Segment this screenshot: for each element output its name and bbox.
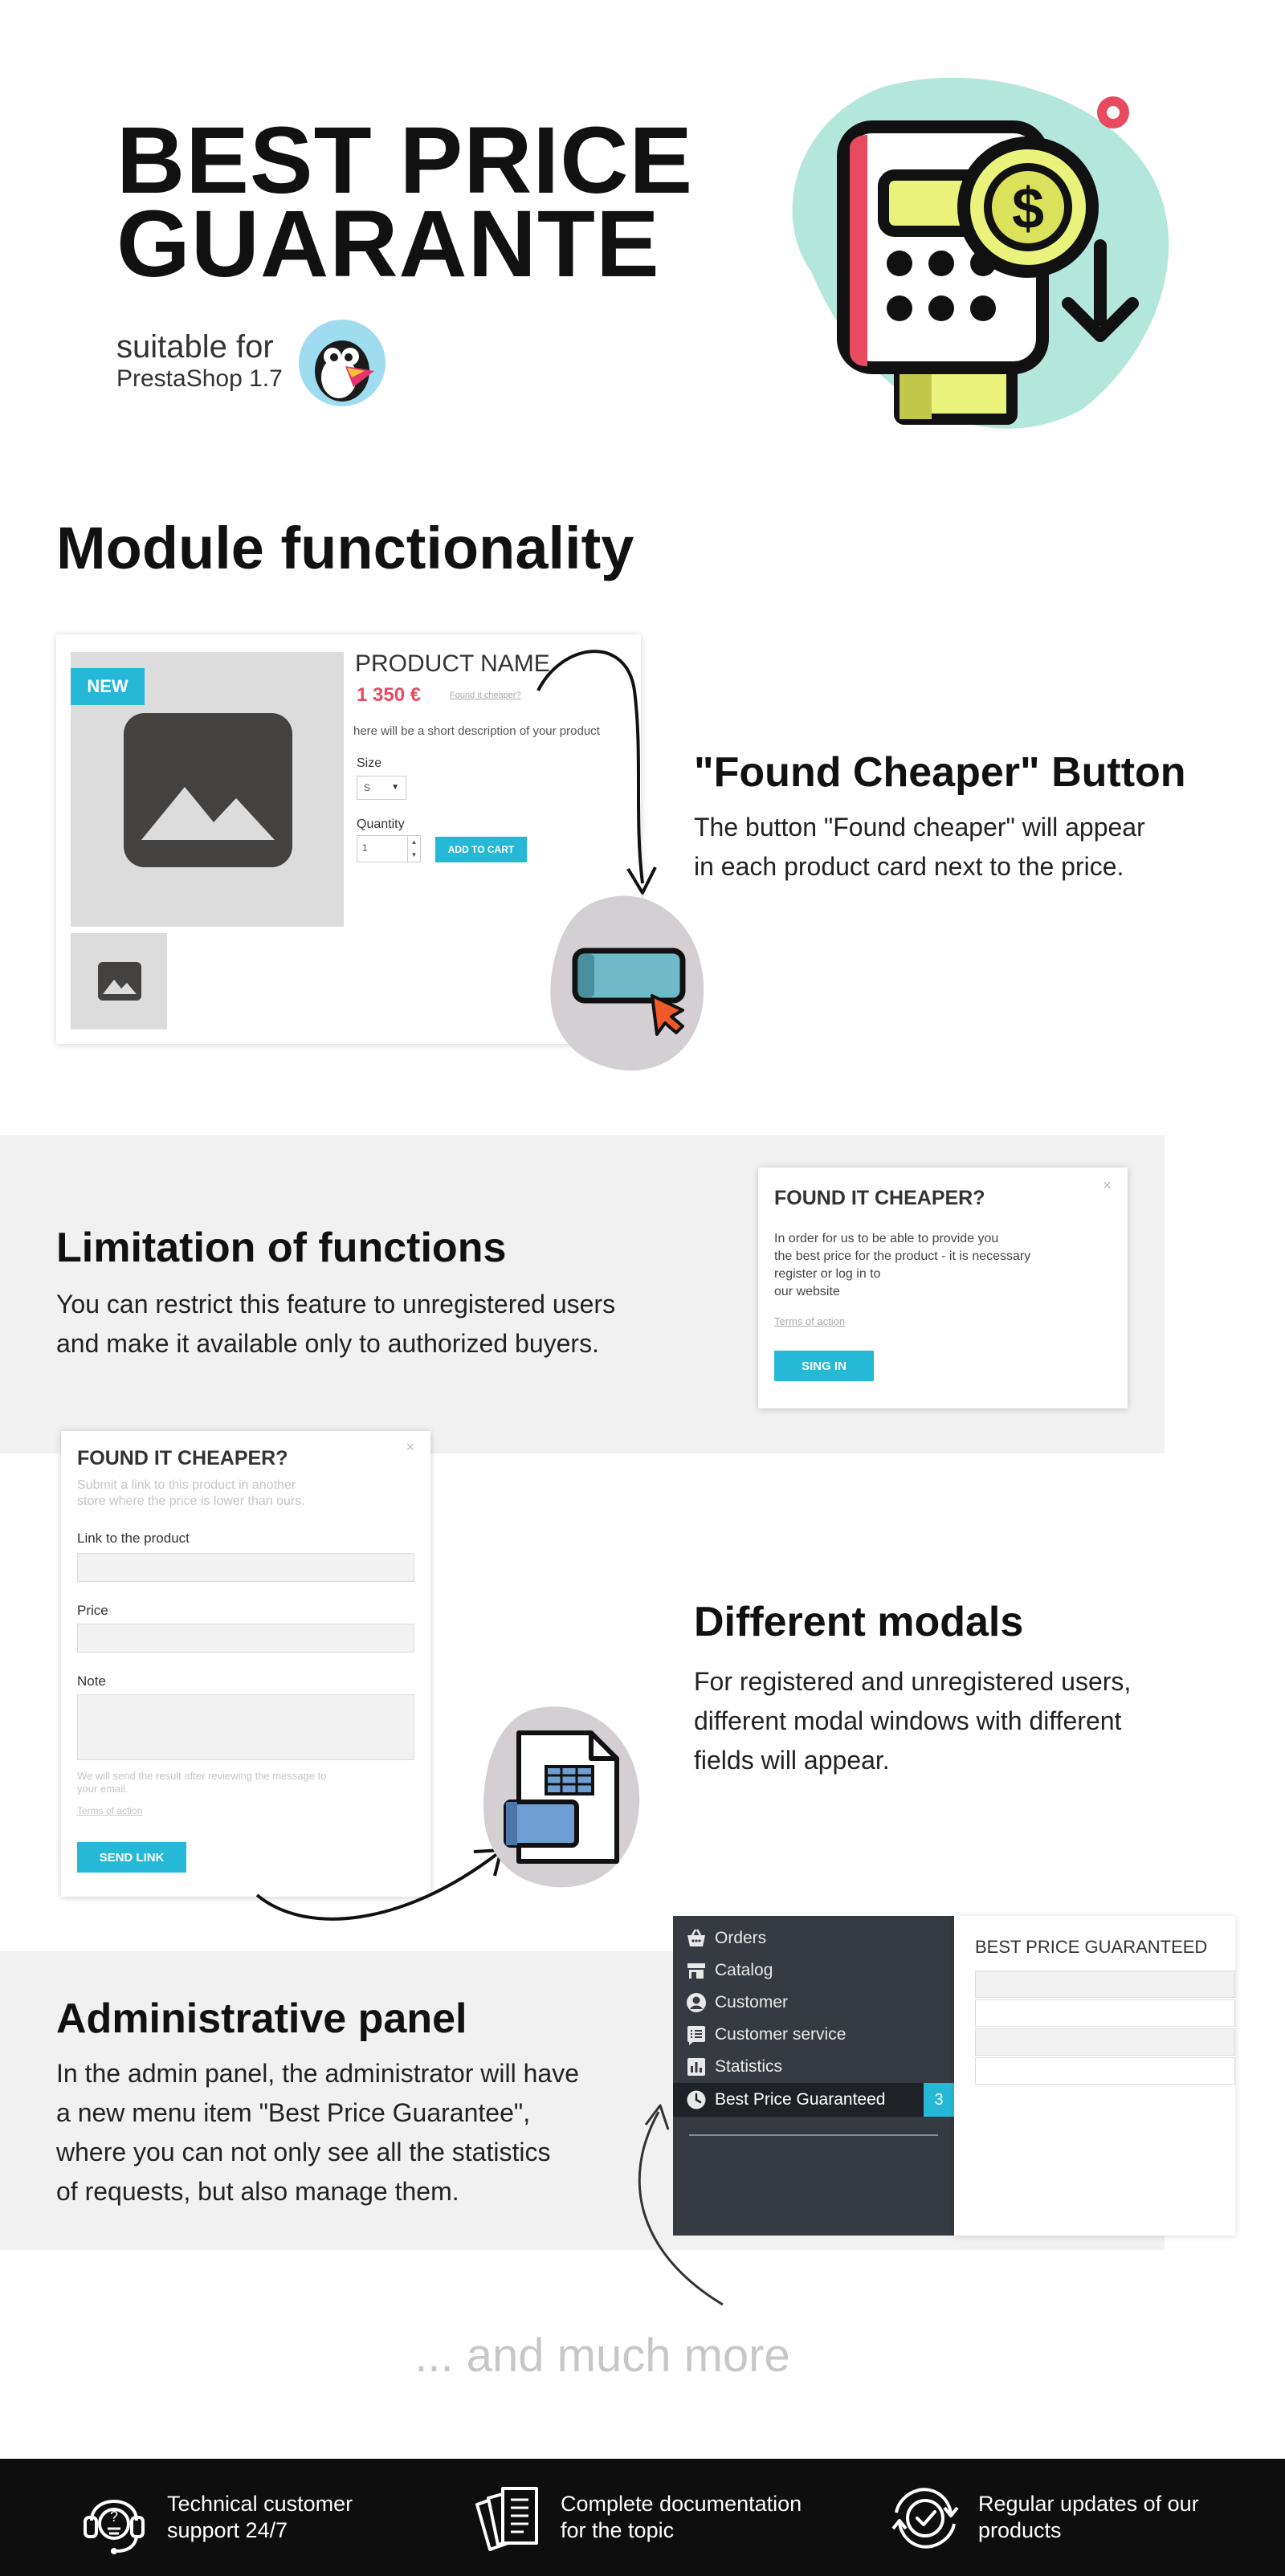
modal-message-line3: register or log in to xyxy=(774,1267,881,1281)
price-input[interactable] xyxy=(77,1624,414,1653)
form-footnote xyxy=(77,1770,326,1795)
found-cheaper-text xyxy=(694,808,1145,887)
found-cheaper-text-line1: The button "Found cheaper" will appear xyxy=(694,813,1145,842)
payment-terminal-icon xyxy=(763,71,1181,440)
product-name: PRODUCT NAME xyxy=(355,650,550,677)
sidebar-item-label: Catalog xyxy=(715,1961,773,1979)
footer-updates-line2: products xyxy=(978,2518,1062,2542)
terms-link[interactable]: Terms of action xyxy=(774,1315,846,1327)
image-placeholder-icon xyxy=(124,713,292,867)
note-textarea[interactable] xyxy=(77,1694,414,1760)
admin-text-line2: a new menu item "Best Price Guarantee", xyxy=(56,2098,531,2127)
store-icon xyxy=(686,1960,707,1981)
footer-item-documentation xyxy=(471,2459,802,2576)
support-headset-icon xyxy=(77,2480,151,2554)
size-select-value: S xyxy=(364,782,371,793)
admin-text-line1: In the admin panel, the administrator will have xyxy=(56,2059,580,2088)
product-price: 1 350 € xyxy=(357,684,422,706)
count-badge: 3 xyxy=(924,2083,954,2117)
sign-in-button[interactable]: SING IN xyxy=(774,1351,874,1381)
button-click-icon xyxy=(546,891,707,1076)
hero-title-line2: GUARANTE xyxy=(116,191,660,297)
product-link-input[interactable] xyxy=(77,1553,414,1582)
product-thumbnail[interactable] xyxy=(71,933,167,1029)
found-cheaper-text-line2: in each product card next to the price. xyxy=(694,852,1124,881)
size-label: Size xyxy=(357,756,382,770)
admin-content-panel xyxy=(954,1916,1235,2236)
modal-message-line2: the best price for the product - it is necessary xyxy=(774,1249,1031,1263)
modal-title: FOUND IT CHEAPER? xyxy=(77,1447,288,1469)
form-subtitle-line1: Submit a link to this product in another xyxy=(77,1478,296,1492)
modals-text xyxy=(694,1662,1131,1780)
table-row[interactable] xyxy=(975,1971,1235,1998)
admin-panel-title: BEST PRICE GUARANTEED xyxy=(975,1937,1208,1957)
modal-message xyxy=(774,1230,1030,1301)
footer-item-updates xyxy=(888,2459,1199,2576)
modals-text-line3: fields will appear. xyxy=(694,1746,890,1775)
bar-chart-icon xyxy=(686,2056,707,2077)
found-cheaper-heading: "Found Cheaper" Button xyxy=(694,749,1186,796)
login-required-modal xyxy=(758,1168,1128,1408)
form-subtitle xyxy=(77,1478,305,1510)
chevron-down-icon: ▼ xyxy=(391,783,399,792)
much-more-label: ... and much more xyxy=(414,2329,790,2382)
spreadsheet-document-icon xyxy=(479,1701,647,1893)
sidebar-item-statistics[interactable] xyxy=(686,2051,782,2083)
close-icon[interactable]: × xyxy=(1103,1177,1112,1193)
form-subtitle-line2: store where the price is lower than ours. xyxy=(77,1494,305,1508)
prestashop-logo-icon xyxy=(297,318,387,408)
footer-documentation-line1: Complete documentation xyxy=(561,2492,802,2516)
footer-support-text xyxy=(167,2491,353,2544)
add-to-cart-button[interactable]: ADD TO CART xyxy=(435,837,527,862)
sidebar-item-catalog[interactable] xyxy=(686,1954,773,1987)
table-row[interactable] xyxy=(975,2057,1235,2085)
close-icon[interactable]: × xyxy=(406,1439,414,1455)
basket-icon xyxy=(686,1928,707,1949)
terms-link[interactable]: Terms of action xyxy=(77,1805,143,1816)
found-cheaper-link[interactable]: Found it cheaper? xyxy=(450,691,521,700)
modal-message-line4: our website xyxy=(774,1285,840,1298)
product-description: here will be a short description of your product xyxy=(353,724,600,738)
platform-version: PrestaShop 1.7 xyxy=(116,365,283,392)
footer-item-support xyxy=(77,2459,353,2576)
limitation-text xyxy=(56,1285,615,1363)
admin-text-line3: where you can not only see all the statistics xyxy=(56,2138,551,2166)
sidebar-item-customer-service[interactable] xyxy=(686,2019,846,2051)
documents-icon xyxy=(471,2480,545,2554)
image-placeholder-icon xyxy=(98,962,141,1001)
limitation-heading: Limitation of functions xyxy=(56,1225,507,1271)
update-check-icon xyxy=(888,2480,962,2554)
sidebar-item-label: Statistics xyxy=(715,2057,783,2076)
link-label: Link to the product xyxy=(77,1531,190,1546)
hero-title-line1: BEST PRICE xyxy=(116,108,694,214)
sidebar-item-label: Customer xyxy=(715,1993,789,2011)
modal-message-line1: In order for us to be able to provide you xyxy=(774,1232,999,1245)
stepper-arrows-icon[interactable]: ▲ ▼ xyxy=(407,836,420,862)
list-icon xyxy=(686,2024,707,2045)
quantity-value: 1 xyxy=(362,842,368,854)
curved-arrow-icon xyxy=(610,2088,739,2313)
send-link-button[interactable]: SEND LINK xyxy=(77,1842,186,1873)
table-row[interactable] xyxy=(975,2028,1235,2056)
modals-text-line2: different modal windows with different xyxy=(694,1706,1122,1735)
form-footnote-line1: We will send the result after reviewing the message to xyxy=(77,1770,327,1782)
form-footnote-line2: your email. xyxy=(77,1783,128,1795)
limitation-text-line1: You can restrict this feature to unregistered users xyxy=(56,1290,616,1319)
quantity-label: Quantity xyxy=(357,817,405,831)
size-select[interactable] xyxy=(357,776,406,800)
svg-text:$: $ xyxy=(1011,177,1045,241)
sidebar-item-customer[interactable] xyxy=(686,1987,788,2019)
svg-text:?: ? xyxy=(109,2509,119,2525)
admin-heading: Administrative panel xyxy=(56,1995,467,2042)
found-cheaper-form-modal xyxy=(61,1431,430,1897)
admin-text-line4: of requests, but also manage them. xyxy=(56,2177,459,2206)
price-label: Price xyxy=(77,1603,108,1618)
modal-title: FOUND IT CHEAPER? xyxy=(774,1187,985,1209)
much-more-text xyxy=(0,2329,1285,2382)
footer-support-line1: Technical customer xyxy=(167,2492,353,2516)
sidebar-item-label: Customer service xyxy=(715,2025,846,2044)
admin-text xyxy=(56,2054,579,2211)
sidebar-item-label: Best Price Guaranteed xyxy=(715,2090,886,2109)
footer-documentation-line2: for the topic xyxy=(561,2518,675,2542)
sidebar-item-orders[interactable] xyxy=(686,1922,766,1954)
sidebar-item-label: Orders xyxy=(715,1929,767,1947)
footer-documentation-text xyxy=(561,2491,802,2544)
footer-support-line2: support 24/7 xyxy=(167,2518,288,2542)
footer-bar xyxy=(0,2459,1285,2576)
note-label: Note xyxy=(77,1673,106,1689)
suitable-for-label: suitable for xyxy=(116,329,274,365)
quantity-stepper[interactable] xyxy=(357,835,421,862)
module-heading: Module functionality xyxy=(56,515,634,581)
footer-updates-line1: Regular updates of our xyxy=(978,2492,1199,2516)
hero-title xyxy=(116,108,694,297)
modals-heading: Different modals xyxy=(694,1599,1024,1645)
user-icon xyxy=(686,1992,707,2013)
modals-text-line1: For registered and unregistered users, xyxy=(694,1667,1132,1696)
new-badge: NEW xyxy=(71,668,145,705)
footer-updates-text xyxy=(978,2491,1199,2544)
table-row[interactable] xyxy=(975,1999,1235,2027)
curved-arrow-icon xyxy=(514,642,675,907)
limitation-text-line2: and make it available only to authorized buyers. xyxy=(56,1329,599,1358)
